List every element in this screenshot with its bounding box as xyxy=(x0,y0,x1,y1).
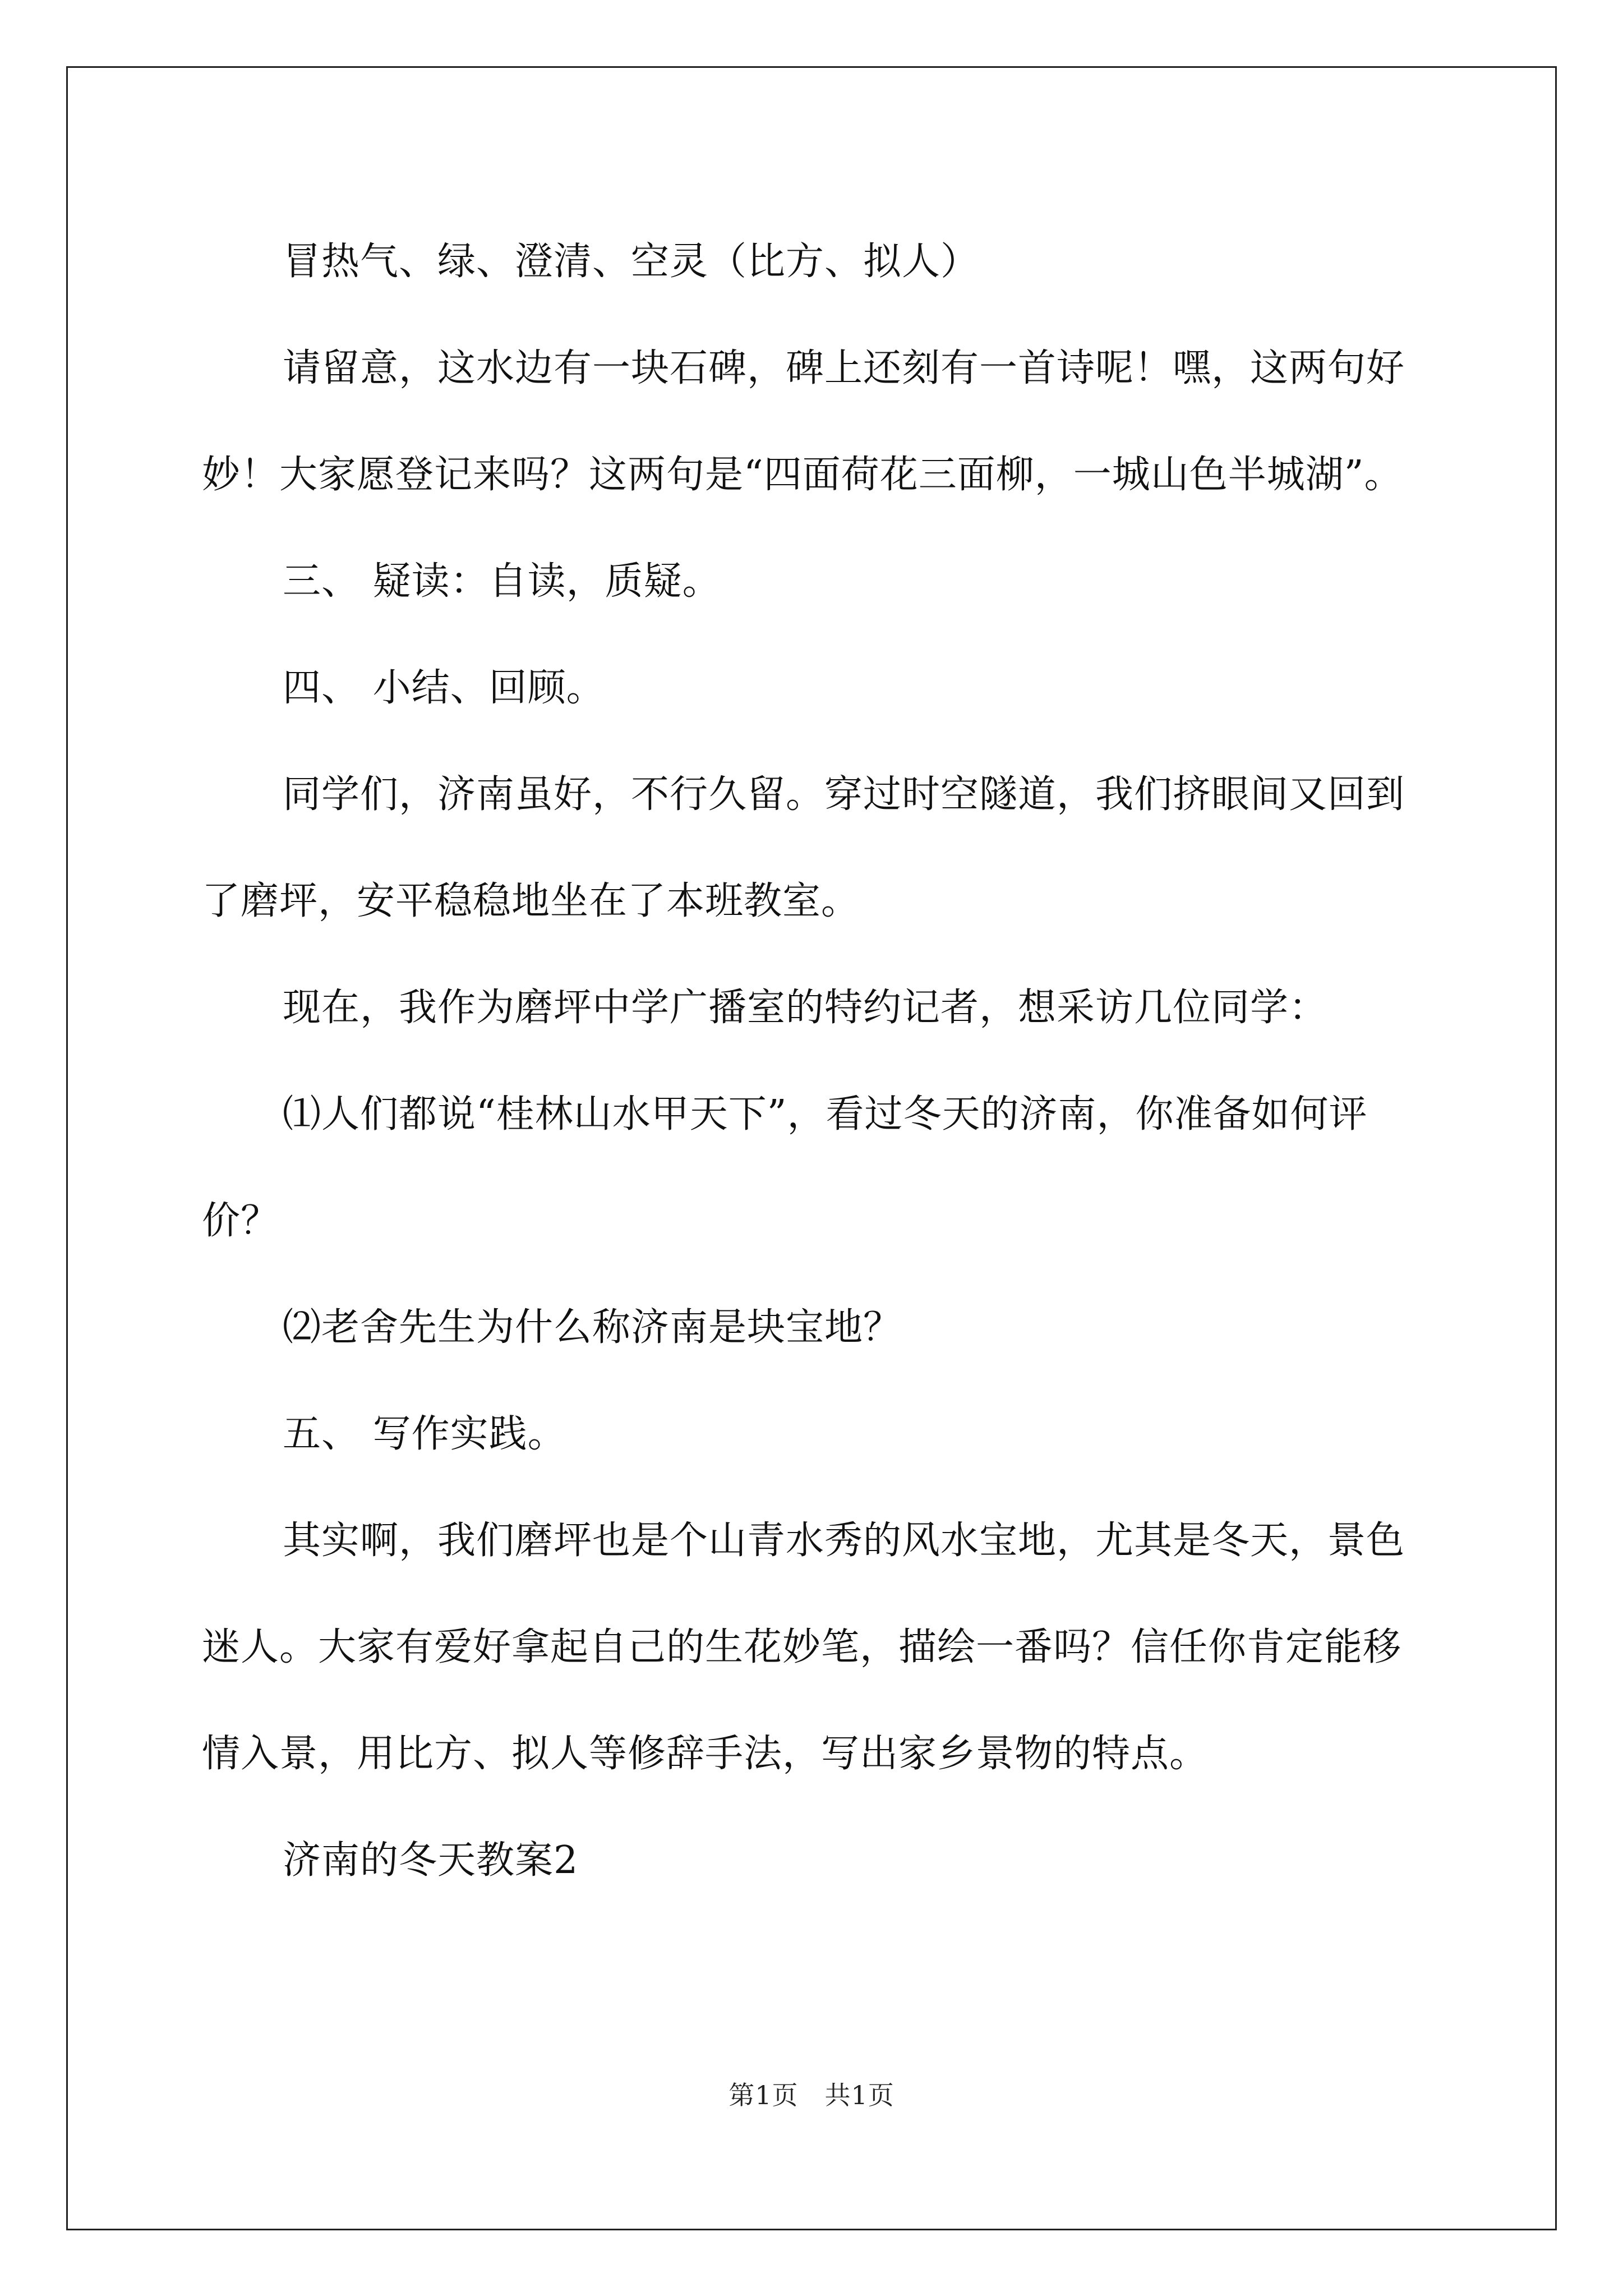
document-body xyxy=(202,209,1430,1914)
page-footer: 第1页 共1页 xyxy=(728,2080,895,2110)
paragraph-writing-practice: 其实啊，我们磨坪也是个山青水秀的风水宝地，尤其是冬天，景色迷人。大家有爱好拿起自己的生花妙笔，描绘一番吗？信任你肯定能移情入景，用比方、拟人等修辞手法，写出家乡景物的特点。 xyxy=(202,1519,1405,1776)
next-lesson-title: 济南的冬天教案2 xyxy=(283,1838,579,1883)
section-heading-4: 四、 小结、回顾。 xyxy=(283,666,605,710)
question-2: ⑵老舍先生为什么称济南是块宝地？ xyxy=(283,1305,902,1350)
paragraph-interview-intro: 现在，我作为磨坪中学广播室的特约记者，想采访几位同学： xyxy=(283,986,1328,1030)
section-heading-5: 五、 写作实践。 xyxy=(283,1412,566,1456)
question-1: ⑴人们都说“桂林山水甲天下”，看过冬天的济南，你准备如何评价？ xyxy=(202,1092,1368,1243)
paragraph-rhetoric-note: 冒热气、绿、澄清、空灵（比方、拟人） xyxy=(283,240,980,284)
paragraph-return-classroom: 同学们，济南虽好，不行久留。穿过时空隧道，我们挤眼间又回到了磨坪，安平稳稳地坐在了本班教室。 xyxy=(202,772,1405,923)
section-heading-3: 三、 疑读：自读，质疑。 xyxy=(283,559,721,604)
paragraph-stone-tablet-poem: 请留意，这水边有一块石碑，碑上还刻有一首诗呢！嘿，这两句好妙！大家愿登记来吗？这两句是“四面荷花三面柳，一城山色半城湖”。 xyxy=(202,346,1405,497)
